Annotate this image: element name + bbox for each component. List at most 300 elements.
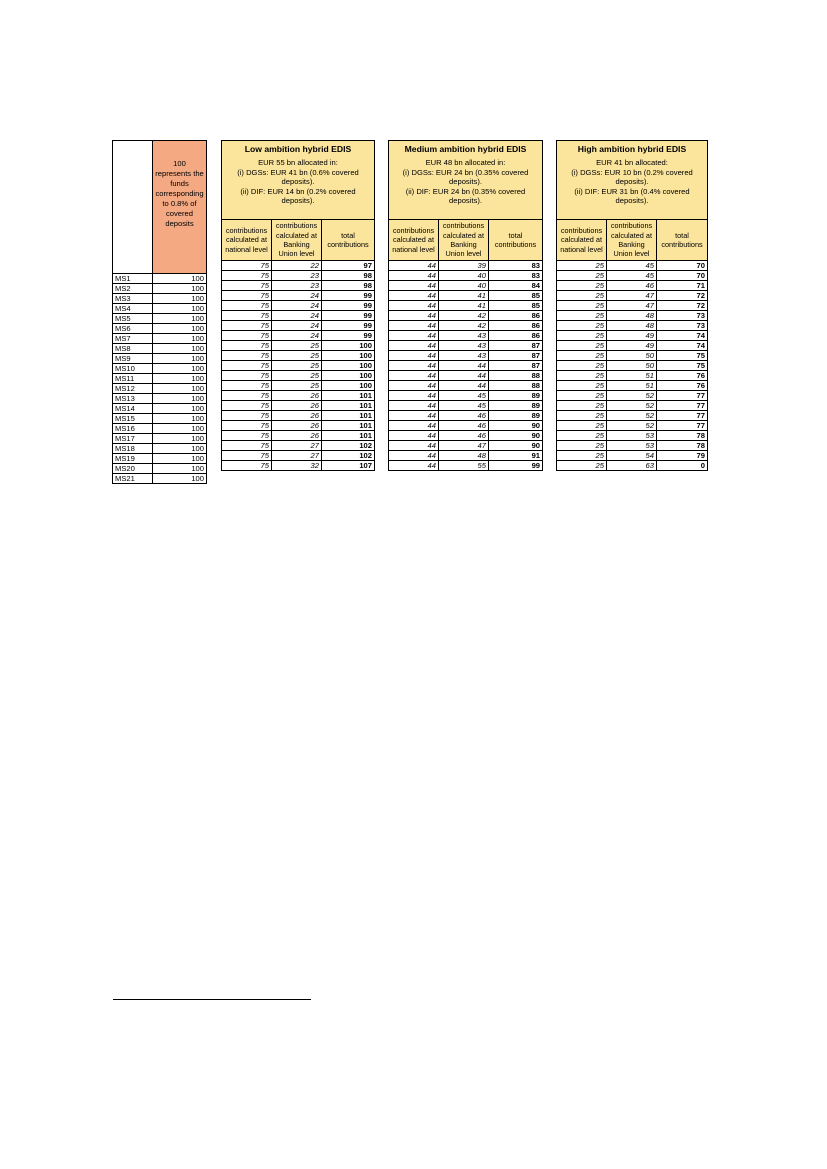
national-contribution-cell: 44 [389,291,439,301]
banking-union-contribution-cell: 23 [272,281,322,291]
total-contribution-cell: 75 [657,361,708,371]
reference-value: 100 [153,394,207,404]
total-contribution-cell: 86 [489,321,543,331]
banking-union-contribution-cell: 47 [607,301,657,311]
national-contribution-cell: 75 [222,281,272,291]
column-header-row [557,220,708,261]
total-contribution-cell: 99 [322,321,375,331]
table-row [389,451,543,461]
table-row [557,291,708,301]
banking-union-contribution-cell: 25 [272,381,322,391]
banking-union-contribution-cell: 52 [607,411,657,421]
table-row [113,384,207,394]
total-contribution-cell: 99 [322,291,375,301]
table-row [389,311,543,321]
table-row [389,411,543,421]
reference-value: 100 [153,374,207,384]
member-state-label: MS4 [113,304,153,314]
national-contribution-cell: 44 [389,321,439,331]
table-row [113,474,207,484]
table-row [222,381,375,391]
reference-value: 100 [153,294,207,304]
total-contribution-cell: 86 [489,311,543,321]
banking-union-contribution-cell: 44 [439,361,489,371]
national-contribution-cell: 75 [222,301,272,311]
national-contribution-cell: 75 [222,271,272,281]
member-state-label: MS16 [113,424,153,434]
table-row [389,271,543,281]
table-row [113,284,207,294]
banking-union-contribution-cell: 25 [272,341,322,351]
table-row [557,431,708,441]
column-header: contributions calculated at Banking Union level [439,220,489,261]
table-row [389,461,543,471]
table-row [557,381,708,391]
national-contribution-cell: 75 [222,261,272,271]
banking-union-contribution-cell: 46 [607,281,657,291]
table-row [389,331,543,341]
scenario-header [557,141,708,220]
total-contribution-cell: 79 [657,451,708,461]
scenario-title: High ambition hybrid EDIS [577,144,687,154]
total-contribution-cell: 70 [657,271,708,281]
total-contribution-cell: 88 [489,381,543,391]
national-contribution-cell: 75 [222,321,272,331]
total-contribution-cell: 75 [657,351,708,361]
reference-header-row [113,141,207,274]
banking-union-contribution-cell: 24 [272,321,322,331]
column-header-row [389,220,543,261]
total-contribution-cell: 98 [322,281,375,291]
total-contribution-cell: 84 [489,281,543,291]
table-row [113,424,207,434]
national-contribution-cell: 44 [389,351,439,361]
total-contribution-cell: 100 [322,371,375,381]
member-state-label: MS2 [113,284,153,294]
national-contribution-cell: 25 [557,281,607,291]
table-row [557,391,708,401]
national-contribution-cell: 44 [389,341,439,351]
banking-union-contribution-cell: 47 [607,291,657,301]
banking-union-contribution-cell: 24 [272,311,322,321]
reference-value: 100 [153,454,207,464]
total-contribution-cell: 76 [657,381,708,391]
total-contribution-cell: 89 [489,401,543,411]
reference-value: 100 [153,314,207,324]
total-contribution-cell: 73 [657,321,708,331]
banking-union-contribution-cell: 47 [439,441,489,451]
scenario-table-medium [388,140,543,471]
table-row [557,461,708,471]
banking-union-contribution-cell: 43 [439,341,489,351]
total-contribution-cell: 101 [322,401,375,411]
banking-union-contribution-cell: 26 [272,401,322,411]
national-contribution-cell: 44 [389,411,439,421]
table-row [389,361,543,371]
banking-union-contribution-cell: 53 [607,441,657,451]
table-row [557,311,708,321]
member-state-label: MS15 [113,414,153,424]
banking-union-contribution-cell: 49 [607,331,657,341]
table-row [389,261,543,271]
banking-union-contribution-cell: 52 [607,401,657,411]
total-contribution-cell: 100 [322,361,375,371]
table-row [557,271,708,281]
table-row [222,441,375,451]
table-row [113,354,207,364]
banking-union-contribution-cell: 25 [272,361,322,371]
national-contribution-cell: 44 [389,431,439,441]
banking-union-contribution-cell: 50 [607,361,657,371]
table-row [557,331,708,341]
banking-union-contribution-cell: 50 [607,351,657,361]
national-contribution-cell: 25 [557,421,607,431]
total-contribution-cell: 101 [322,411,375,421]
total-contribution-cell: 78 [657,431,708,441]
table-row [113,304,207,314]
table-row [389,321,543,331]
table-row [222,301,375,311]
banking-union-contribution-cell: 45 [607,271,657,281]
total-contribution-cell: 89 [489,411,543,421]
scenario-header [389,141,543,220]
banking-union-contribution-cell: 46 [439,421,489,431]
reference-value: 100 [153,364,207,374]
national-contribution-cell: 75 [222,451,272,461]
table-row [113,324,207,334]
national-contribution-cell: 44 [389,361,439,371]
table-row [222,421,375,431]
total-contribution-cell: 90 [489,431,543,441]
total-contribution-cell: 85 [489,291,543,301]
table-row [557,441,708,451]
national-contribution-cell: 25 [557,311,607,321]
banking-union-contribution-cell: 24 [272,291,322,301]
table-row [222,321,375,331]
scenario-header-row [557,141,708,220]
national-contribution-cell: 25 [557,441,607,451]
table-row [389,441,543,451]
total-contribution-cell: 91 [489,451,543,461]
national-contribution-cell: 44 [389,461,439,471]
total-contribution-cell: 77 [657,391,708,401]
banking-union-contribution-cell: 45 [439,401,489,411]
column-header: total contributions [657,220,708,261]
total-contribution-cell: 85 [489,301,543,311]
banking-union-contribution-cell: 44 [439,371,489,381]
reference-value: 100 [153,464,207,474]
reference-value: 100 [153,284,207,294]
national-contribution-cell: 75 [222,431,272,441]
national-contribution-cell: 75 [222,461,272,471]
banking-union-contribution-cell: 49 [607,341,657,351]
table-row [557,451,708,461]
table-row [389,431,543,441]
member-state-label: MS18 [113,444,153,454]
table-row [222,341,375,351]
reference-value: 100 [153,434,207,444]
banking-union-contribution-cell: 24 [272,331,322,341]
table-row [222,461,375,471]
national-contribution-cell: 44 [389,421,439,431]
table-row [113,454,207,464]
total-contribution-cell: 78 [657,441,708,451]
total-contribution-cell: 101 [322,391,375,401]
member-state-label: MS6 [113,324,153,334]
column-header: contributions calculated at Banking Union level [272,220,322,261]
banking-union-contribution-cell: 41 [439,291,489,301]
national-contribution-cell: 44 [389,441,439,451]
table-row [389,391,543,401]
total-contribution-cell: 77 [657,411,708,421]
total-contribution-cell: 83 [489,261,543,271]
table-row [389,301,543,311]
reference-value: 100 [153,424,207,434]
reference-table [112,140,207,484]
table-row [222,401,375,411]
member-state-label: MS8 [113,344,153,354]
banking-union-contribution-cell: 48 [439,451,489,461]
total-contribution-cell: 74 [657,341,708,351]
table-row [113,444,207,454]
member-state-label: MS13 [113,394,153,404]
table-row [113,334,207,344]
banking-union-contribution-cell: 46 [439,411,489,421]
banking-union-contribution-cell: 52 [607,391,657,401]
total-contribution-cell: 90 [489,441,543,451]
table-row [113,374,207,384]
national-contribution-cell: 75 [222,341,272,351]
banking-union-contribution-cell: 43 [439,331,489,341]
banking-union-contribution-cell: 43 [439,351,489,361]
member-state-label: MS1 [113,274,153,284]
banking-union-contribution-cell: 32 [272,461,322,471]
banking-union-contribution-cell: 27 [272,441,322,451]
reference-header: 100 represents the funds corresponding to 0.8% of covered deposits [153,141,207,274]
table-row [113,294,207,304]
table-row [389,351,543,361]
table-row [222,271,375,281]
table-row [557,371,708,381]
banking-union-contribution-cell: 45 [439,391,489,401]
table-row [557,261,708,271]
total-contribution-cell: 83 [489,271,543,281]
scenario-table-low [221,140,375,471]
table-row [113,434,207,444]
national-contribution-cell: 75 [222,361,272,371]
table-row [222,311,375,321]
blank-header-cell [113,141,153,274]
total-contribution-cell: 76 [657,371,708,381]
total-contribution-cell: 101 [322,421,375,431]
table-row [222,391,375,401]
table-row [113,394,207,404]
footnote-separator [113,999,311,1000]
member-state-label: MS7 [113,334,153,344]
table-row [222,371,375,381]
reference-value: 100 [153,274,207,284]
national-contribution-cell: 25 [557,381,607,391]
national-contribution-cell: 25 [557,321,607,331]
table-row [557,411,708,421]
national-contribution-cell: 25 [557,341,607,351]
total-contribution-cell: 100 [322,341,375,351]
table-row [222,411,375,421]
total-contribution-cell: 87 [489,341,543,351]
total-contribution-cell: 72 [657,301,708,311]
national-contribution-cell: 75 [222,401,272,411]
total-contribution-cell: 99 [322,331,375,341]
member-state-label: MS9 [113,354,153,364]
national-contribution-cell: 25 [557,301,607,311]
national-contribution-cell: 44 [389,311,439,321]
total-contribution-cell: 102 [322,451,375,461]
national-contribution-cell: 44 [389,301,439,311]
table-row [557,361,708,371]
scenario-title: Medium ambition hybrid EDIS [404,144,527,154]
table-row [557,301,708,311]
table-row [389,371,543,381]
table-row [113,464,207,474]
table-row [389,381,543,391]
scenario-description: EUR 41 bn allocated: (i) DGSs: EUR 10 bn (0.2% covered deposits). (ii) DIF: EUR 31 bn (0.4% covered deposits). [571,158,693,206]
national-contribution-cell: 44 [389,281,439,291]
national-contribution-cell: 25 [557,331,607,341]
scenario-table-high [556,140,708,471]
national-contribution-cell: 44 [389,391,439,401]
total-contribution-cell: 99 [322,301,375,311]
table-row [222,291,375,301]
total-contribution-cell: 72 [657,291,708,301]
table-row [222,431,375,441]
national-contribution-cell: 25 [557,351,607,361]
table-row [113,404,207,414]
national-contribution-cell: 75 [222,291,272,301]
banking-union-contribution-cell: 22 [272,261,322,271]
banking-union-contribution-cell: 51 [607,381,657,391]
national-contribution-cell: 25 [557,271,607,281]
reference-value: 100 [153,304,207,314]
reference-value: 100 [153,354,207,364]
banking-union-contribution-cell: 45 [607,261,657,271]
table-row [557,421,708,431]
scenario-header-row [222,141,375,220]
national-contribution-cell: 44 [389,261,439,271]
reference-value: 100 [153,384,207,394]
column-header: total contributions [322,220,375,261]
national-contribution-cell: 75 [222,331,272,341]
table-row [557,351,708,361]
banking-union-contribution-cell: 46 [439,431,489,441]
scenario-title: Low ambition hybrid EDIS [244,144,352,154]
reference-value: 100 [153,404,207,414]
total-contribution-cell: 100 [322,381,375,391]
member-state-label: MS20 [113,464,153,474]
national-contribution-cell: 75 [222,371,272,381]
banking-union-contribution-cell: 42 [439,311,489,321]
column-header: contributions calculated at national level [389,220,439,261]
banking-union-contribution-cell: 53 [607,431,657,441]
national-contribution-cell: 75 [222,311,272,321]
table-row [222,331,375,341]
table-row [557,281,708,291]
banking-union-contribution-cell: 63 [607,461,657,471]
banking-union-contribution-cell: 52 [607,421,657,431]
reference-value: 100 [153,344,207,354]
national-contribution-cell: 75 [222,351,272,361]
banking-union-contribution-cell: 25 [272,371,322,381]
column-header: contributions calculated at Banking Union level [607,220,657,261]
table-row [222,351,375,361]
table-row [389,341,543,351]
total-contribution-cell: 73 [657,311,708,321]
table-row [113,344,207,354]
banking-union-contribution-cell: 40 [439,271,489,281]
table-row [389,291,543,301]
table-row [222,451,375,461]
banking-union-contribution-cell: 23 [272,271,322,281]
banking-union-contribution-cell: 44 [439,381,489,391]
national-contribution-cell: 75 [222,381,272,391]
total-contribution-cell: 74 [657,331,708,341]
national-contribution-cell: 44 [389,331,439,341]
banking-union-contribution-cell: 26 [272,411,322,421]
table-row [113,314,207,324]
column-header: contributions calculated at national level [222,220,272,261]
national-contribution-cell: 25 [557,391,607,401]
banking-union-contribution-cell: 54 [607,451,657,461]
national-contribution-cell: 25 [557,371,607,381]
total-contribution-cell: 77 [657,401,708,411]
table-row [222,281,375,291]
scenario-description: EUR 55 bn allocated in: (i) DGSs: EUR 41 bn (0.6% covered deposits). (ii) DIF: EUR 14 bn (0.2% covered deposits). [237,158,359,206]
national-contribution-cell: 44 [389,371,439,381]
national-contribution-cell: 75 [222,421,272,431]
total-contribution-cell: 107 [322,461,375,471]
banking-union-contribution-cell: 39 [439,261,489,271]
banking-union-contribution-cell: 25 [272,351,322,361]
member-state-label: MS5 [113,314,153,324]
national-contribution-cell: 25 [557,461,607,471]
banking-union-contribution-cell: 26 [272,391,322,401]
banking-union-contribution-cell: 48 [607,311,657,321]
table-row [557,341,708,351]
banking-union-contribution-cell: 40 [439,281,489,291]
total-contribution-cell: 70 [657,261,708,271]
national-contribution-cell: 25 [557,431,607,441]
national-contribution-cell: 44 [389,401,439,411]
banking-union-contribution-cell: 27 [272,451,322,461]
member-state-label: MS3 [113,294,153,304]
national-contribution-cell: 44 [389,381,439,391]
national-contribution-cell: 75 [222,411,272,421]
column-header: contributions calculated at national level [557,220,607,261]
member-state-label: MS19 [113,454,153,464]
table-row [389,421,543,431]
banking-union-contribution-cell: 24 [272,301,322,311]
banking-union-contribution-cell: 26 [272,431,322,441]
member-state-label: MS14 [113,404,153,414]
table-row [222,361,375,371]
table-row [389,281,543,291]
table-row [222,261,375,271]
banking-union-contribution-cell: 41 [439,301,489,311]
total-contribution-cell: 102 [322,441,375,451]
national-contribution-cell: 25 [557,261,607,271]
reference-value: 100 [153,414,207,424]
table-row [113,274,207,284]
national-contribution-cell: 25 [557,411,607,421]
